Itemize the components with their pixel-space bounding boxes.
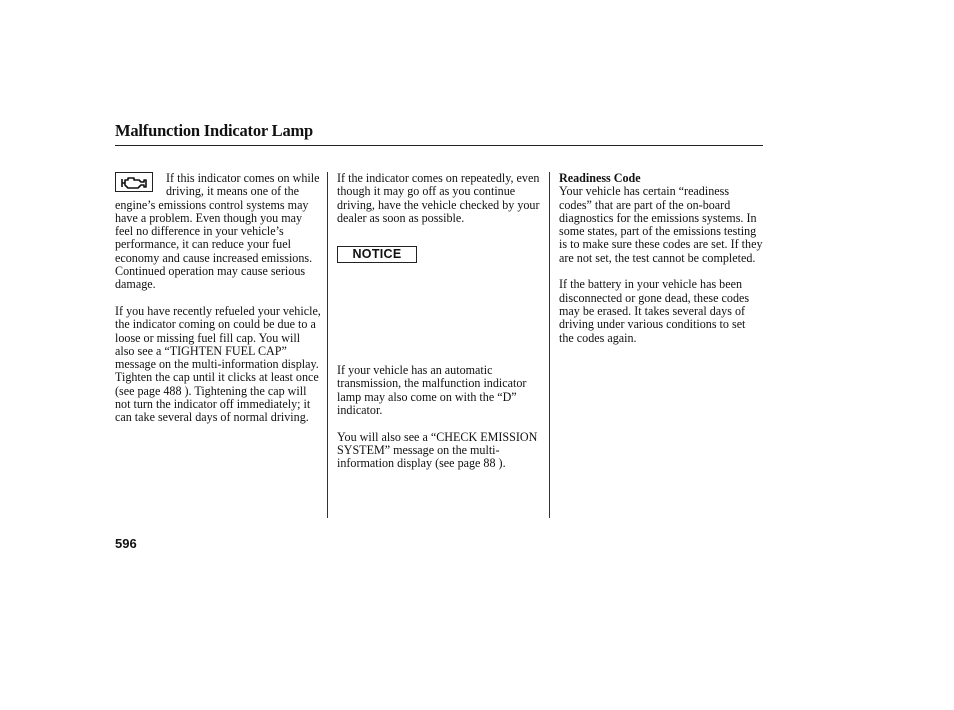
page-number: 596 [115,536,137,551]
readiness-code-paragraph: Your vehicle has certain “readiness codes” that are part of the on-board diagnostics for the emissions systems. In some states, part of the emissions testing is to make sure these codes are set. If they are not set, the test cannot be completed. [559,184,763,265]
column-1 [115,172,321,425]
engine-symbol [119,175,149,190]
column-divider-1 [327,172,328,518]
column-2 [337,172,541,471]
check-emission-paragraph: You will also see a “CHECK EMISSION SYSTEM” message on the multi-information display (see page 88 ). [337,429,538,471]
fuel-cap-paragraph: If you have recently refueled your vehicle, the indicator coming on could be due to a loose or missing fuel fill cap. You will also see a “TIGHTEN FUEL CAP” message on the multi-information display. Tighten the cap until it clicks at least once (see page 488 ). Tightening the cap will not turn the indicator off immediately; it can take several days of normal driving. [115,303,321,425]
page-title: Malfunction Indicator Lamp [115,121,314,140]
repeated-indicator-paragraph: If the indicator comes on repeatedly, even though it may go off as you continue driving, have the vehicle checked by your dealer as soon as possible. [337,171,540,225]
readiness-code-heading: Readiness Code [559,171,641,185]
notice-badge: NOTICE [337,246,417,263]
column-divider-2 [549,172,550,518]
battery-paragraph: If the battery in your vehicle has been disconnected or gone dead, these codes may be erased. It takes several days of driving under various conditions to set the codes again. [559,277,750,345]
automatic-transmission-paragraph: If your vehicle has an automatic transmission, the malfunction indicator lamp may also come on with the “D” indicator. [337,363,527,418]
column-3 [559,172,763,345]
mil-on-paragraph: If this indicator comes on while driving, it means one of the engine’s emissions control systems may have a problem. Even though you may feel no difference in your vehicle’s performance, it can reduce your fuel economy and cause increased emissions. Continued operation may cause serious damage. [115,171,320,292]
check-engine-icon [115,172,153,192]
title-rule [115,145,763,146]
